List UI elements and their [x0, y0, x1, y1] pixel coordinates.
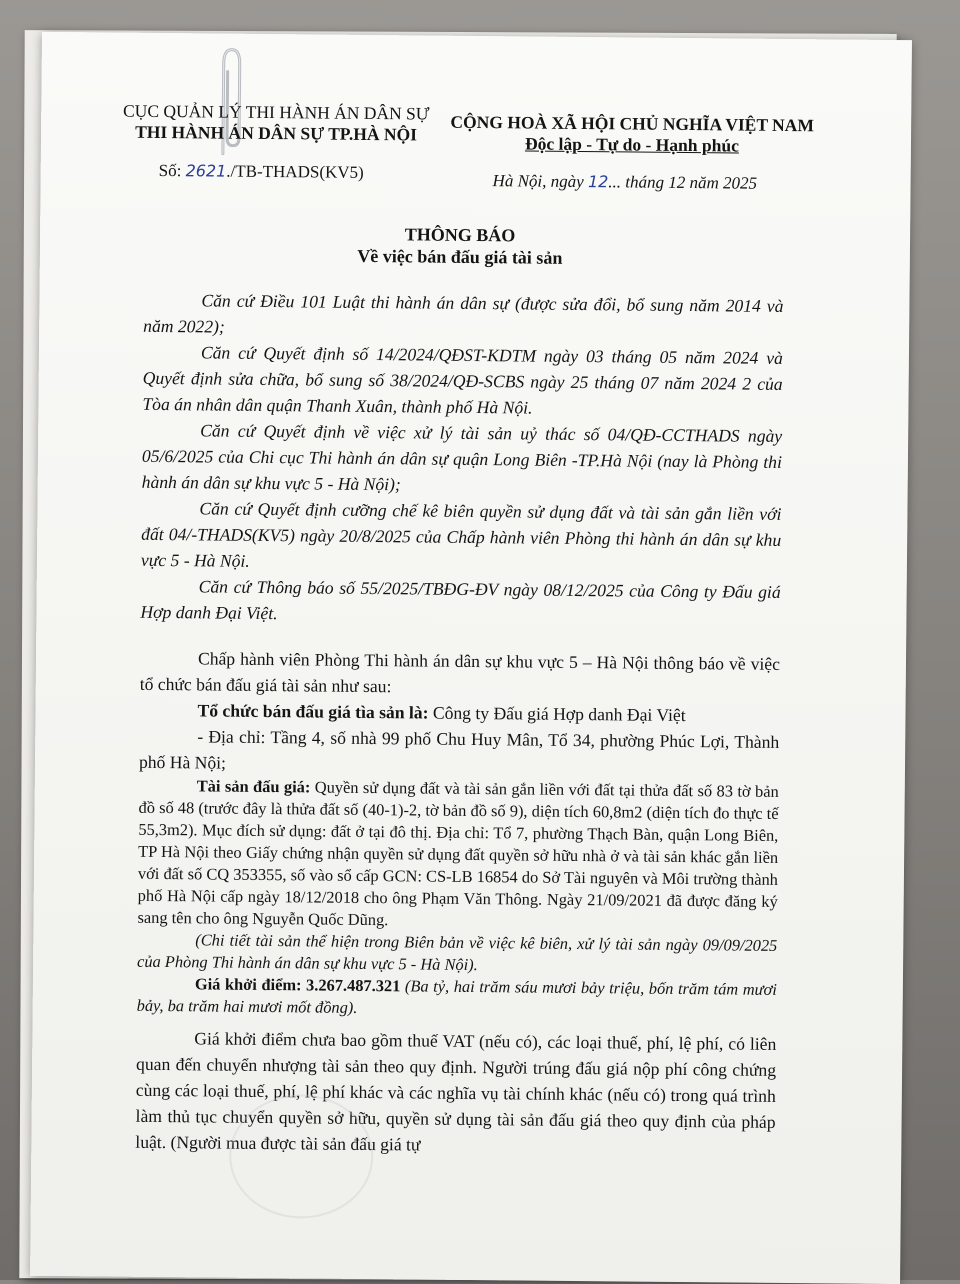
national-motto: Độc lập - Tự do - Hạnh phúc	[524, 133, 740, 156]
starting-price	[137, 973, 777, 1023]
asset-label: Tài sản đấu giá:	[196, 776, 311, 797]
doc-number-suffix: ./TB-THADS(KV5)	[226, 161, 364, 182]
date-suffix: ... tháng 12 năm 2025	[608, 172, 758, 193]
national-header	[437, 112, 827, 158]
legal-basis-2: Căn cứ Quyết định số 14/2024/QĐST-KDTM ngày 03 tháng 05 năm 2024 và Quyết định sửa chữa, bổ sung số 38/2024/QĐ-SCBS ngày 25 tháng 07 năm 2024 2 của Tòa án nhân dân quận Thanh Xuân, thành phố Hà Nội.	[142, 342, 784, 418]
legal-basis-5: Căn cứ Thông báo số 55/2025/TBĐG-ĐV ngày 08/12/2025 của Công ty Đấu giá Hợp danh Đại Việt.	[140, 576, 781, 624]
agency-line-2: THI HÀNH ÁN DÂN SỰ TP.HÀ NỘI	[135, 121, 418, 145]
starting-price-label: Giá khởi điểm: 3.267.487.321	[194, 974, 401, 996]
asset-detail-note: (Chi tiết tài sản thể hiện trong Biên bản về việc kê biên, xử lý tài sản ngày 09/09/2025 của Phòng Thi hành án dân sự khu vực 5 - Hà Nội).	[137, 930, 778, 975]
organizer-label: Tổ chức bán đấu giá tìa sản là:	[197, 700, 429, 723]
legal-basis-1: Căn cứ Điều 101 Luật thi hành án dân sự (được sửa đổi, bổ sung năm 2014 và năm 2022);	[143, 290, 784, 337]
date-prefix: Hà Nội, ngày	[492, 171, 584, 192]
title-main: THÔNG BÁO	[404, 224, 516, 246]
legal-basis-3: Căn cứ Quyết định về việc xử lý tài sản uỷ thác số 04/QĐ-CCTHADS ngày 05/6/2025 của Chi cục Thi hành án dân sự quận Long Biên -TP.Hà Nội (nay là Phòng thi hành án dân sự khu vực 5 - Hà Nội);	[141, 420, 783, 495]
document-number	[159, 161, 364, 183]
document-body	[135, 287, 783, 1161]
issue-date	[493, 171, 758, 194]
country-name: CỘNG HOÀ XÃ HỘI CHỦ NGHĨA VIỆT NAM	[450, 111, 814, 136]
legal-basis-4: Căn cứ Quyết định cưỡng chế kê biên quyền sử dụng đất và tài sản gắn liền với đất 04/-THADS(KV5) ngày 20/8/2025 của Chấp hành viên Phòng thi hành án dân sự khu vực 5 - Hà Nội.	[140, 498, 782, 571]
doc-number-handwritten: 2621	[185, 161, 227, 181]
organizer-address: - Địa chỉ: Tầng 4, số nhà 99 phố Chu Huy Mân, Tổ 34, phường Phúc Lợi, Thành phố Hà Nội;	[138, 726, 780, 773]
doc-number-prefix: Số:	[158, 160, 182, 181]
document-page	[30, 32, 912, 1284]
price-note: Giá khởi điểm chưa bao gồm thuế VAT (nếu có), các loại thuế, phí, lệ phí, có liên quan đến chuyển nhượng tài sản theo quy định. Người trúng đấu giá nộp phí công chứng cùng các loại thuế, phí, lệ phí khác và các nghĩa vụ tài chính khác (nếu có) trong quá trình làm thủ tục chuyển quyền sở hữu, quyền sử dụng tài sản đấu giá theo quy định của pháp luật. (Người mua được tài sản đấu giá tự	[135, 1028, 777, 1155]
auction-asset	[137, 775, 778, 935]
faint-stamp-mark	[229, 1094, 374, 1219]
title-subtitle: Về việc bán đấu giá tài sản	[357, 245, 563, 268]
document-title	[100, 220, 820, 271]
organizer-value: Công ty Đấu giá Hợp danh Đại Việt	[428, 702, 686, 726]
issuing-agency	[111, 100, 441, 145]
agency-line-1: CỤC QUẢN LÝ THI HÀNH ÁN DÂN SỰ	[122, 100, 430, 124]
starting-price-words: (Ba tỷ, hai trăm sáu mươi bảy triệu, bốn trăm tám mươi bảy, ba trăm hai mươi mốt đồng).	[136, 976, 777, 1017]
date-day-handwritten: 12	[587, 172, 609, 192]
intro-paragraph: Chấp hành viên Phòng Thi hành án dân sự khu vực 5 – Hà Nội thông báo về việc tổ chức bán đấu giá tài sản như sau:	[139, 648, 781, 697]
asset-value: Quyền sử dụng đất và tài sản gắn liền với đất tại thửa đất số 83 tờ bản đồ số 48 (trước đây là thửa đất số (40-1)-2, tờ bản đồ số 9), diện tích 60,8m2 (diện tích đo thực tế 55,3m2). Mục đích sử dụng: đất ở tại đô thị. Địa chỉ: Tổ 7, phường Thạch Bàn, quận Long Biên, TP Hà Nội theo Giấy chứng nhận quyền sử dụng đất quyền sở hữu nhà ở và tài sản khác gắn liền với đất số CQ 353355, số vào sổ cấp GCN: CS-LB 16854 do Sở Tài nguyên và Môi trường thành phố Hà Nội cấp ngày 18/12/2018 cho ông Phạm Văn Thông. Ngày 21/09/2021 đã được đăng ký sang tên cho ông Nguyễn Quốc Dũng.	[137, 777, 779, 930]
